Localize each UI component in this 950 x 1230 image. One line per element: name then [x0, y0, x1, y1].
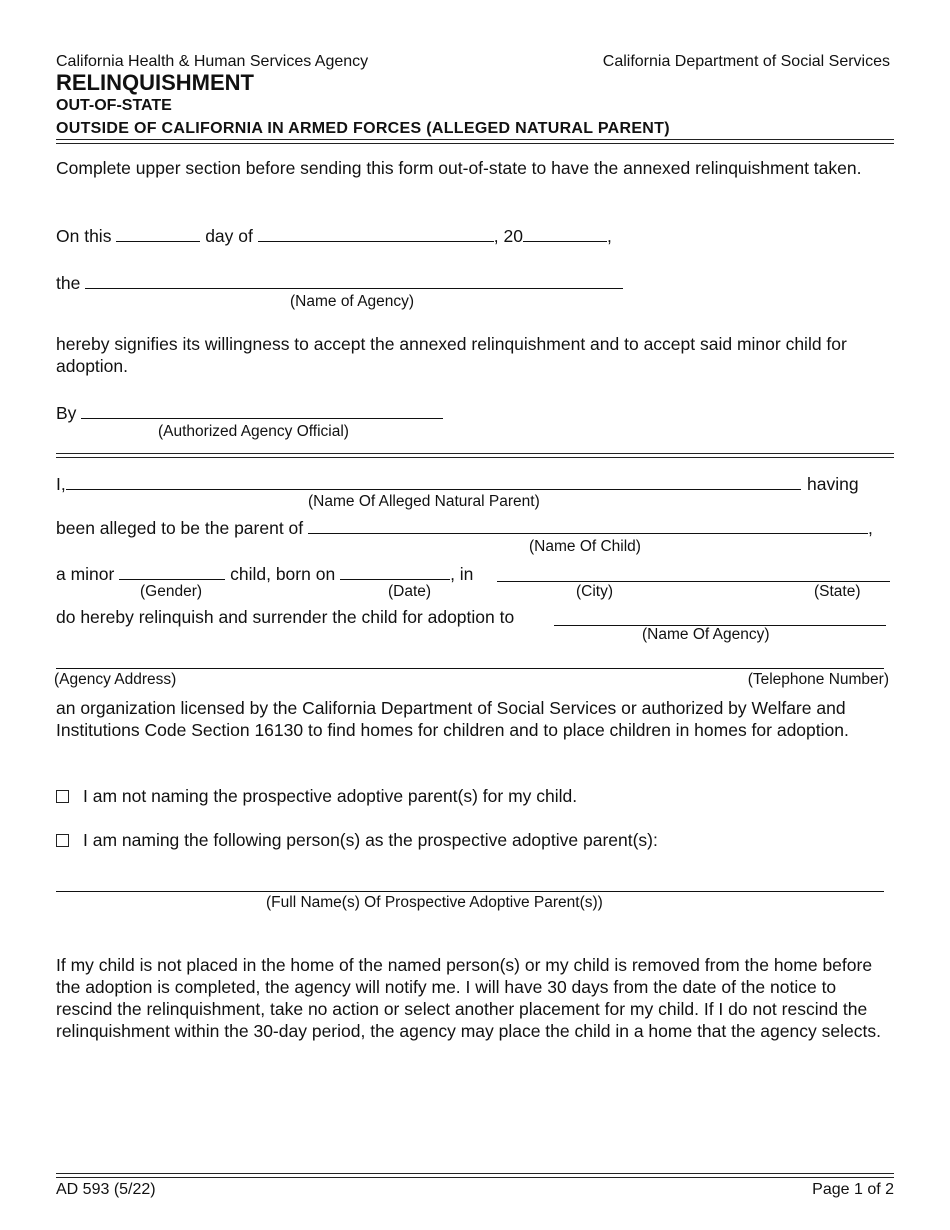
- having-label: having: [807, 474, 859, 494]
- alleged-label: been alleged to be the parent of: [56, 518, 304, 538]
- relinquish-label: do hereby relinquish and surrender the child for adoption to: [56, 607, 515, 627]
- willingness-text: hereby signifies its willingness to accept the annexed relinquishment and to accept said minor child for adoption.: [56, 334, 847, 376]
- option-not-naming[interactable]: [56, 786, 577, 807]
- month-field[interactable]: [258, 227, 494, 242]
- year-prefix: , 20: [493, 226, 523, 246]
- city-state-field[interactable]: [497, 581, 890, 582]
- a-minor-label: a minor: [56, 564, 115, 584]
- address-caption: (Agency Address): [54, 671, 177, 688]
- gender-field[interactable]: [119, 565, 225, 580]
- state-caption: (State): [814, 583, 861, 600]
- organization-text: an organization licensed by the California Department of Social Services or authorized by Welfare and Institutions Code Section 16130 to find homes for children and to place children in homes for adoption.: [56, 698, 849, 740]
- phone-caption: (Telephone Number): [747, 671, 889, 688]
- day-of-label: day of: [205, 226, 253, 246]
- form-subtitle-1: OUT-OF-STATE: [56, 97, 172, 114]
- the-label: the: [56, 273, 81, 293]
- on-this-label: On this: [56, 226, 112, 246]
- not-naming-checkbox[interactable]: [56, 790, 69, 803]
- child-caption: (Name Of Child): [529, 538, 641, 555]
- alleged-suffix: ,: [868, 518, 873, 538]
- instructions-text: Complete upper section before sending this form out-of-state to have the annexed relinquishment taken.: [56, 158, 862, 178]
- official-field[interactable]: [81, 404, 443, 419]
- naming-label: I am naming the following person(s) as the prospective adoptive parent(s):: [83, 830, 658, 850]
- agency-address-field[interactable]: [56, 668, 884, 669]
- form-id: AD 593 (5/22): [56, 1181, 156, 1198]
- agency-right: California Department of Social Services: [602, 53, 890, 70]
- birth-row: [56, 564, 473, 585]
- born-on-label: child, born on: [230, 564, 336, 584]
- form-subtitle-2: OUTSIDE OF CALIFORNIA IN ARMED FORCES (ALLEGED NATURAL PARENT): [56, 120, 670, 137]
- not-naming-label: I am not naming the prospective adoptive parent(s) for my child.: [83, 786, 578, 806]
- parent-row: [56, 474, 801, 495]
- on-this-row: [56, 226, 612, 247]
- day-field[interactable]: [116, 227, 200, 242]
- adoptive-caption: (Full Name(s) Of Prospective Adoptive Parent(s)): [266, 894, 603, 911]
- option-naming[interactable]: [56, 830, 658, 851]
- footer-divider: [56, 1173, 894, 1178]
- date-caption: (Date): [388, 583, 432, 600]
- gender-caption: (Gender): [140, 583, 203, 600]
- form-page: [56, 0, 894, 1230]
- page-number: Page 1 of 2: [812, 1181, 894, 1198]
- agency-caption: (Name Of Agency): [642, 626, 770, 643]
- header-divider: [56, 139, 894, 144]
- in-label: , in: [450, 564, 474, 584]
- agency-name-field[interactable]: [85, 274, 623, 289]
- section-divider: [56, 453, 894, 458]
- year-suffix: ,: [606, 226, 612, 246]
- form-title: RELINQUISHMENT: [56, 70, 254, 95]
- adoptive-parents-field[interactable]: [56, 891, 884, 892]
- relinquish-row: [56, 607, 514, 628]
- city-caption: (City): [576, 583, 614, 600]
- parent-caption: (Name Of Alleged Natural Parent): [308, 493, 540, 510]
- naming-checkbox[interactable]: [56, 834, 69, 847]
- child-name-field[interactable]: [308, 519, 868, 534]
- official-caption: (Authorized Agency Official): [158, 423, 349, 440]
- parent-name-field[interactable]: [66, 475, 801, 490]
- agency-left: California Health & Human Services Agency: [56, 53, 369, 70]
- child-row: [56, 518, 873, 539]
- agency-name-caption: (Name of Agency): [290, 293, 415, 310]
- by-row: [56, 403, 443, 424]
- birth-date-field[interactable]: [340, 565, 450, 580]
- year-field[interactable]: [523, 227, 607, 242]
- i-label: I,: [56, 474, 66, 494]
- by-label: By: [56, 403, 77, 423]
- notice-text: If my child is not placed in the home of the named person(s) or my child is removed from the home before the adoption is completed, the agency will notify me. I will have 30 days from the date of the notice to rescind the relinquishment, take no action or select another placement for my child. If I do not rescind the relinquishment within the 30-day period, the agency may place the child in a home that the agency selects.: [56, 955, 881, 1041]
- agency-row: [56, 273, 623, 294]
